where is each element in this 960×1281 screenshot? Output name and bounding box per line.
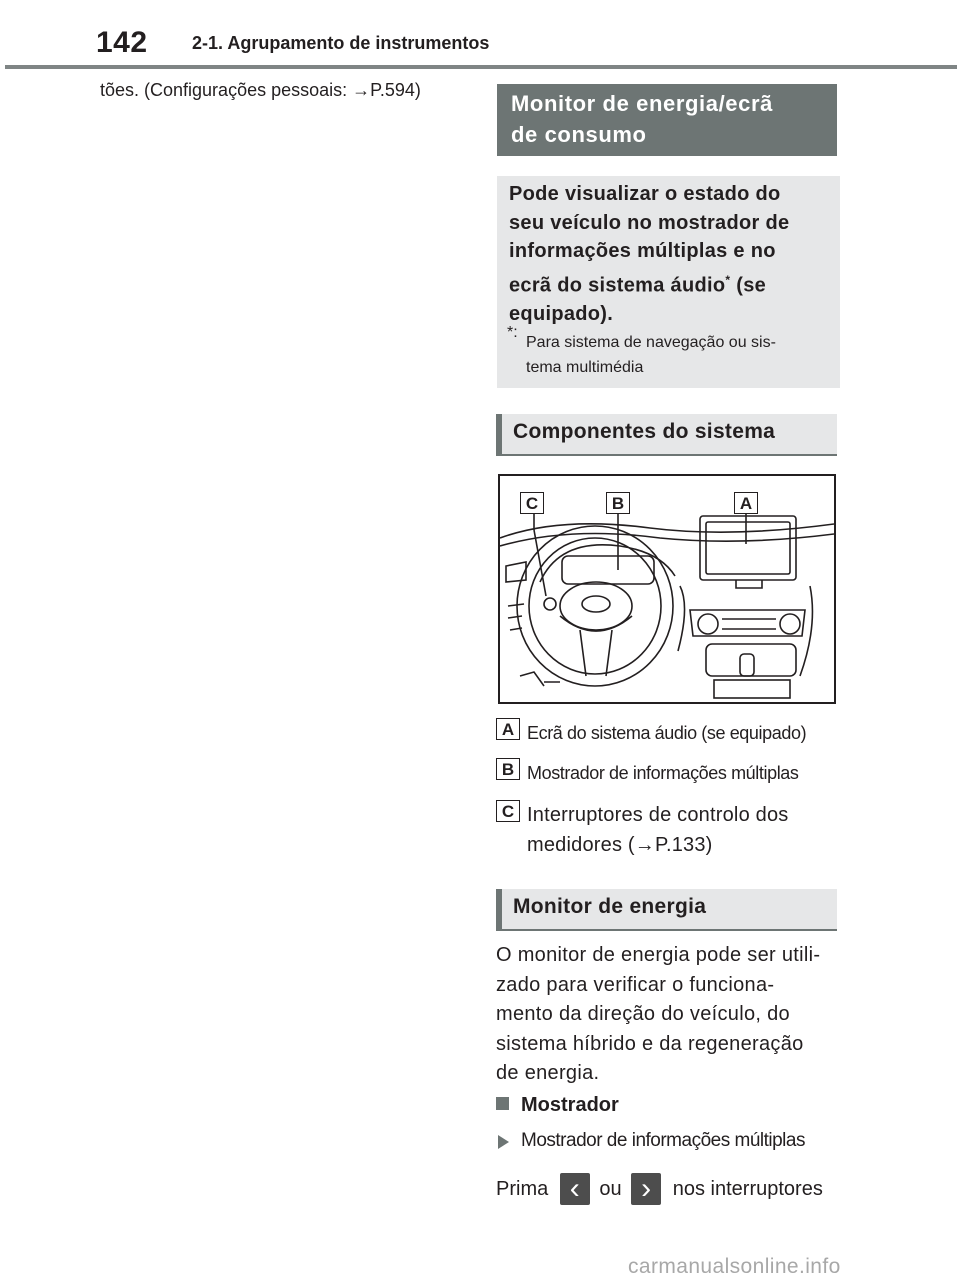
legend-key-a: A	[496, 718, 520, 740]
intro-line-4-end: (se	[730, 274, 767, 297]
legend-text-c-line-2: medidores (→P.133)	[527, 834, 713, 856]
square-bullet-icon	[496, 1097, 509, 1110]
intro-text	[509, 180, 829, 328]
energy-monitor-description	[496, 941, 841, 1089]
intro-line-5: equipado).	[509, 302, 614, 325]
diagram-label-c: C	[520, 492, 544, 514]
mostrador-subheading: Mostrador	[521, 1094, 619, 1116]
triangle-bullet-icon	[498, 1135, 509, 1149]
energy-monitor-heading: Monitor de energia	[496, 889, 837, 931]
dashboard-drawing	[500, 476, 834, 702]
footnote-reference: *	[725, 272, 731, 287]
continued-text: tões. (Configurações pessoais: →P.594)	[100, 80, 421, 100]
diagram-label-b: B	[606, 492, 630, 514]
intro-line-1: Pode visualizar o estado do	[509, 183, 781, 205]
legend-text-a: Ecrã do sistema áudio (se equipado)	[527, 723, 807, 743]
multi-info-display-item: Mostrador de informações múltiplas	[521, 1130, 805, 1151]
intro-line-3: informações múltiplas e no	[509, 240, 776, 262]
intro-line-2: seu veículo no mostrador de	[509, 211, 790, 234]
press-text: Prima	[496, 1177, 549, 1200]
footnote-line-1: Para sistema de navegação ou sis-	[526, 334, 776, 351]
watermark: carmanualsonline.info	[628, 1255, 841, 1278]
diagram-label-a: A	[734, 492, 758, 514]
or-text: ou	[599, 1177, 622, 1200]
intro-line-4-text: ecrã do sistema áudio	[509, 274, 726, 297]
body-line-2: zado para verificar o funciona-	[496, 973, 775, 996]
intro-box	[497, 176, 840, 388]
right-key-glyph: ›	[641, 1172, 652, 1206]
chevron-right-icon	[631, 1173, 661, 1205]
chevron-left-icon	[560, 1173, 590, 1205]
components-heading: Componentes do sistema	[496, 414, 837, 456]
legend-key-b: B	[496, 758, 520, 780]
footnote-line-2: tema multimédia	[526, 359, 644, 376]
energy-monitor-title-box	[497, 84, 837, 156]
body-line-4: sistema híbrido e da regeneração	[496, 1032, 804, 1055]
left-key-glyph: ‹	[569, 1172, 580, 1206]
intro-line-4	[509, 266, 829, 300]
legend-text-c-line-1: Interruptores de controlo dos	[527, 804, 789, 826]
footnote-mark: *:	[507, 324, 518, 341]
footnote-text	[526, 330, 836, 380]
dashboard-illustration	[498, 474, 836, 704]
body-line-3: mento da direção do veículo, do	[496, 1003, 790, 1025]
section-title: 2-1. Agrupamento de instrumentos	[192, 33, 490, 53]
body-line-1: O monitor de energia pode ser utili-	[496, 944, 821, 966]
page-number: 142	[96, 26, 148, 59]
title-line-1: Monitor de energia/ecrã	[511, 91, 773, 116]
switches-text: nos interruptores	[672, 1177, 823, 1200]
title-line-2: de consumo	[511, 122, 647, 147]
press-instruction	[496, 1172, 823, 1204]
legend-key-c: C	[496, 800, 520, 822]
legend-text-b: Mostrador de informações múltiplas	[527, 763, 799, 783]
legend-text-c	[527, 800, 789, 860]
header-divider	[5, 65, 957, 69]
body-line-5: de energia.	[496, 1062, 600, 1084]
